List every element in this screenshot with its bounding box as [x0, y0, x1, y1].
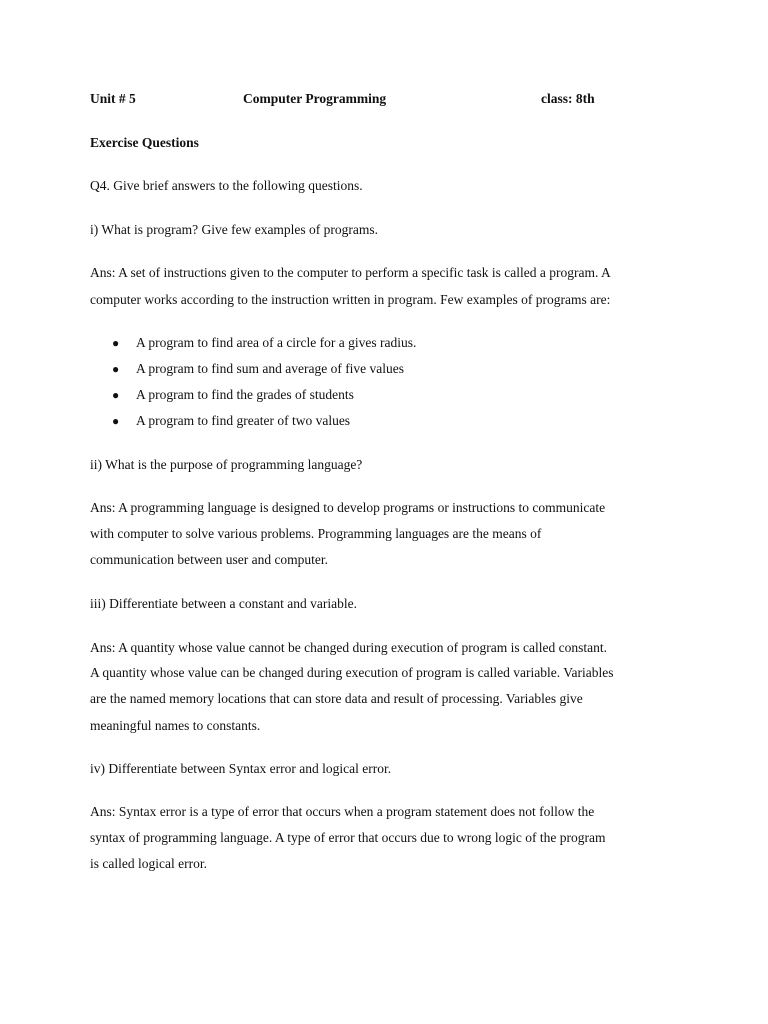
answer-2-line: communication between user and computer.: [90, 552, 329, 567]
answer-2-line: Ans: A programming language is designed to develop programs or instructions to communicate: [90, 500, 606, 515]
bullet-icon: ●: [112, 414, 120, 428]
answer-4-line: is called logical error.: [90, 856, 207, 871]
question-2: ii) What is the purpose of programming language?: [90, 457, 363, 472]
question-4: iv) Differentiate between Syntax error and logical error.: [90, 761, 392, 776]
list-item-text: A program to find greater of two values: [136, 413, 351, 428]
header-unit: Unit # 5: [90, 91, 136, 106]
question-1: i) What is program? Give few examples of programs.: [90, 222, 379, 237]
bullet-icon: ●: [112, 388, 120, 402]
header-class: class: 8th: [541, 91, 595, 106]
answer-3-line: A quantity whose value can be changed during execution of program is called variable. Variables: [90, 665, 614, 680]
answer-4-line: syntax of programming language. A type of error that occurs due to wrong logic of the program: [90, 830, 606, 845]
list-item-text: A program to find sum and average of five values: [136, 361, 405, 376]
answer-2-line: with computer to solve various problems. Programming languages are the means of: [90, 526, 542, 541]
header-subject: Computer Programming: [243, 91, 387, 106]
answer-3-line: Ans: A quantity whose value cannot be changed during execution of program is called constant.: [90, 640, 607, 655]
answer-1-line: Ans: A set of instructions given to the computer to perform a specific task is called a program. A: [90, 265, 611, 280]
bullet-icon: ●: [112, 336, 120, 350]
answer-4-line: Ans: Syntax error is a type of error that occurs when a program statement does not follow the: [90, 804, 595, 819]
question-3: iii) Differentiate between a constant and variable.: [90, 596, 358, 611]
answer-1-line: computer works according to the instruction written in program. Few examples of programs are:: [90, 292, 611, 307]
answer-3-line: meaningful names to constants.: [90, 718, 261, 733]
list-item-text: A program to find the grades of students: [136, 387, 354, 402]
bullet-icon: ●: [112, 362, 120, 376]
section-title: Exercise Questions: [90, 135, 199, 150]
question-intro: Q4. Give brief answers to the following questions.: [90, 178, 363, 193]
answer-3-line: are the named memory locations that can store data and result of processing. Variables give: [90, 691, 583, 706]
list-item-text: A program to find area of a circle for a gives radius.: [136, 335, 417, 350]
